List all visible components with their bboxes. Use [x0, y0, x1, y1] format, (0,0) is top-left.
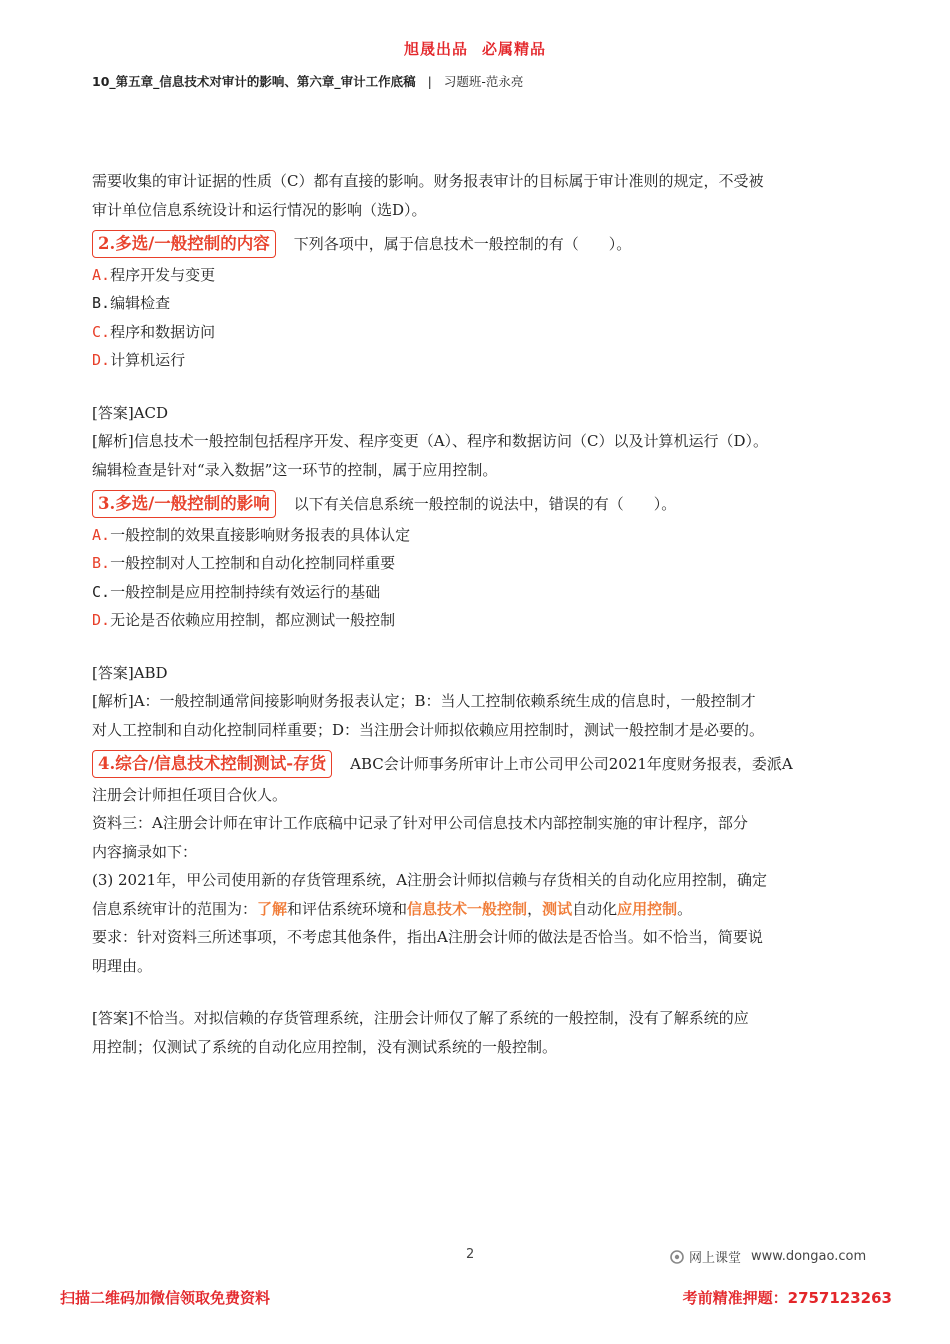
intro-line-2: 审计单位信息系统设计和运行情况的影响（选D）。: [92, 200, 427, 219]
footer-url[interactable]: www.dongao.com: [751, 1249, 867, 1264]
q2-option-a: A.程序开发与变更: [92, 265, 216, 284]
q4-material-2: 内容摘录如下：: [92, 842, 198, 861]
page-number: 2: [466, 1247, 475, 1262]
question-2-header: [92, 230, 862, 259]
q3-analysis-2: 对人工控制和自动化控制同样重要；D：当注册会计师拟依赖应用控制时，测试一般控制才是必要的。: [92, 720, 765, 739]
question-3-stem: 以下有关信息系统一般控制的说法中，错误的有（ ）。: [293, 495, 677, 513]
q4-item-1: (3) 2021年，甲公司使用新的存货管理系统，A注册会计师拟信赖与存货相关的自动化应用控制，确定: [92, 871, 768, 889]
q2-option-c: C.程序和数据访问: [92, 322, 216, 341]
document-body: [92, 167, 862, 1061]
highlight-test: 测试: [542, 899, 573, 918]
header-class: 习题班-范永亮: [443, 74, 524, 89]
document-header: [92, 72, 523, 90]
q4-answer-2: 用控制；仅测试了系统的自动化应用控制，没有测试系统的一般控制。: [92, 1037, 558, 1056]
q3-option-a: A.一般控制的效果直接影响财务报表的具体认定: [92, 525, 411, 544]
q4-answer-1: [答案]不恰当。对拟信赖的存货管理系统，注册会计师仅了解了系统的一般控制，没有了解系统的应: [92, 1009, 749, 1027]
q3-option-d: D.无论是否依赖应用控制，都应测试一般控制: [92, 611, 396, 629]
footer-brand: [670, 1247, 866, 1266]
header-separator: |: [427, 74, 432, 89]
question-3-tag: 3.多选/一般控制的影响: [92, 490, 276, 518]
question-2-stem: 下列各项中，属于信息技术一般控制的有（ ）。: [293, 235, 632, 253]
header-title: 10_第五章_信息技术对审计的影响、第六章_审计工作底稿: [92, 74, 416, 89]
q2-analysis-2: 编辑检查是针对“录入数据”这一环节的控制，属于应用控制。: [92, 460, 498, 479]
bottom-promo-right: 考前精准押题：2757123263: [682, 1289, 892, 1307]
q3-option-b: B.一般控制对人工控制和自动化控制同样重要: [92, 554, 396, 572]
highlight-understand: 了解: [257, 899, 288, 918]
question-2-tag: 2.多选/一般控制的内容: [92, 230, 276, 258]
question-4-header: [92, 750, 862, 779]
highlight-app-control: 应用控制: [617, 899, 678, 918]
q4-item-2: 信息系统审计的范围为：了解和评估系统环境和信息技术一般控制，测试自动化应用控制。: [92, 899, 693, 918]
q3-analysis-1: [解析]A：一般控制通常间接影响财务报表认定；B：当人工控制依赖系统生成的信息时，一般控制才: [92, 692, 756, 710]
top-banner: [0, 38, 950, 59]
q4-material-1: 资料三：A注册会计师在审计工作底稿中记录了针对甲公司信息技术内部控制实施的审计程序，部分: [92, 814, 748, 832]
highlight-general-control: 信息技术一般控制: [407, 899, 528, 918]
q4-requirement-2: 明理由。: [92, 956, 153, 975]
intro-line-1: 需要收集的审计证据的性质（C）都有直接的影响。财务报表审计的目标属于审计准则的规定，不受被: [92, 172, 764, 190]
dongao-logo-icon: [670, 1250, 684, 1264]
footer-brand-name: 网上课堂: [689, 1251, 742, 1266]
question-3-header: [92, 490, 862, 519]
banner-part2: 必属精品: [482, 40, 547, 58]
q2-analysis-1: [解析]信息技术一般控制包括程序开发、程序变更（A）、程序和数据访问（C）以及计算机运行（D）。: [92, 432, 769, 450]
bottom-promo-left: 扫描二维码加微信领取免费资料: [60, 1289, 271, 1307]
q4-stem-2: 注册会计师担任项目合伙人。: [92, 785, 288, 804]
question-4-stem-1: ABC会计师事务所审计上市公司甲公司2021年度财务报表，委派A: [350, 755, 793, 773]
q2-option-d: D.计算机运行: [92, 351, 186, 369]
q3-answer: [答案]ABD: [92, 663, 168, 682]
q4-requirement-1: 要求：针对资料三所述事项，不考虑其他条件，指出A注册会计师的做法是否恰当。如不恰当，简要说: [92, 928, 763, 946]
question-4-tag: 4.综合/信息技术控制测试-存货: [92, 750, 332, 778]
banner-part1: 旭晟出品: [403, 40, 468, 58]
q2-answer: [答案]ACD: [92, 403, 169, 422]
q3-option-c: C.一般控制是应用控制持续有效运行的基础: [92, 582, 381, 601]
q2-option-b: B.编辑检查: [92, 294, 171, 312]
